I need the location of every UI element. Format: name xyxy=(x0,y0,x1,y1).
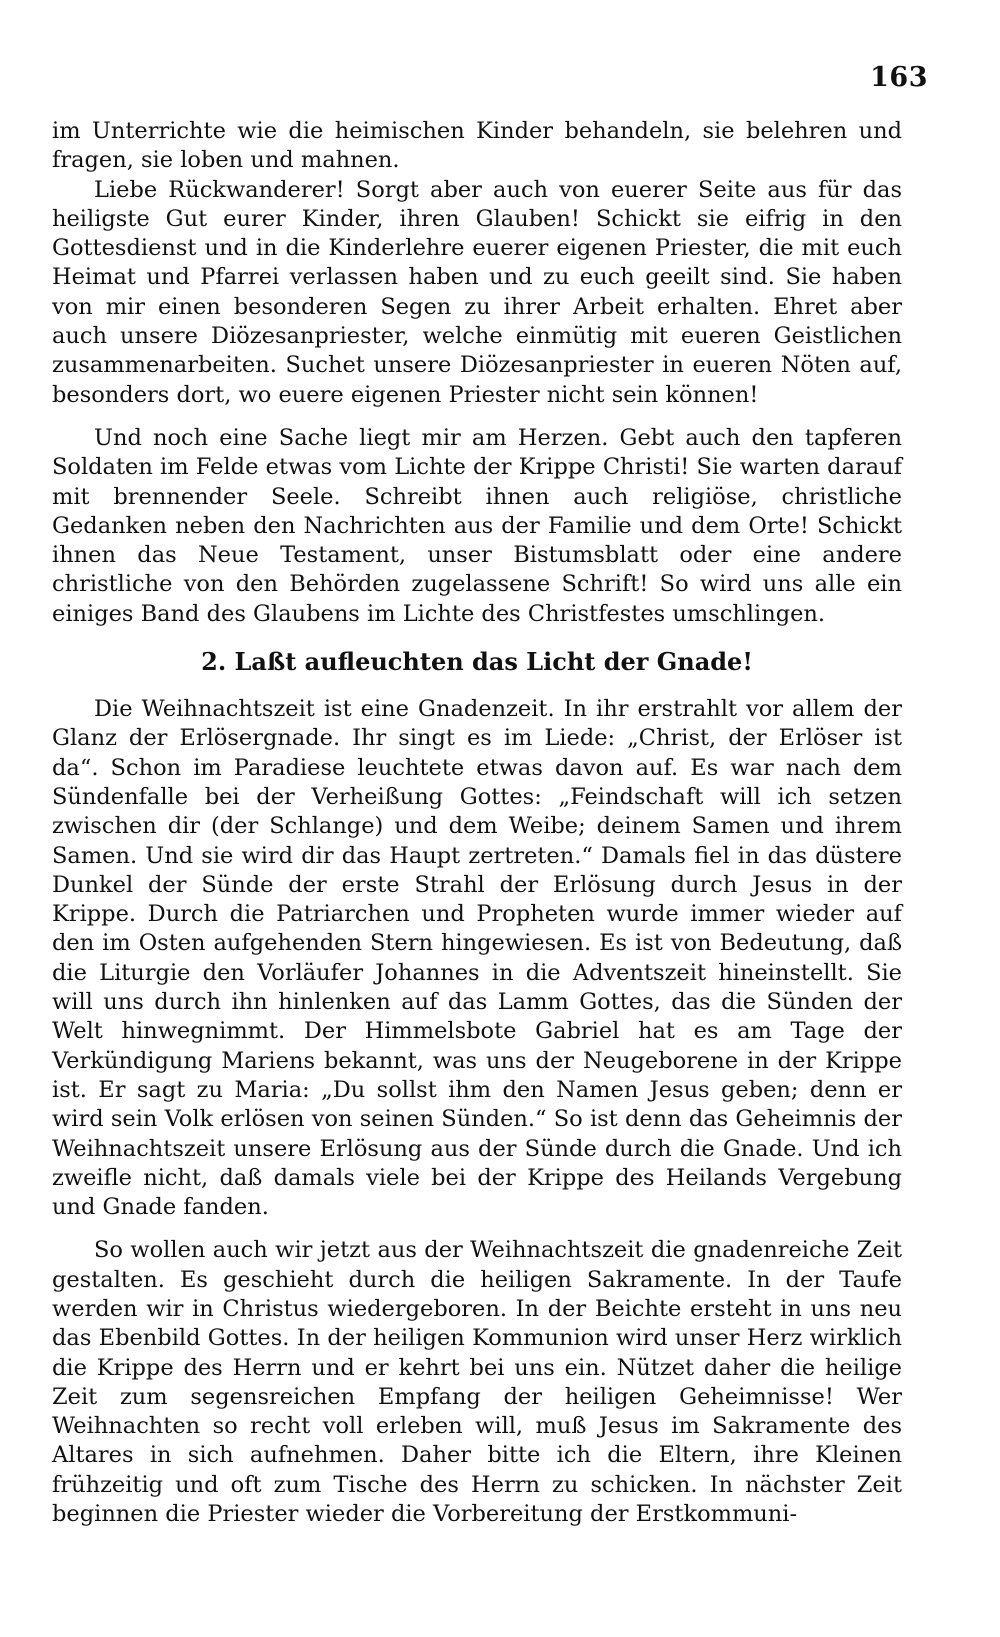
paragraph-rueckwanderer: Liebe Rückwanderer! Sorgt aber auch von euerer Seite aus für das heiligste Gut eurer Kinder, ihren Glauben! Schickt sie eifrig in den Gottesdienst und in die Kinderlehre euerer eigenen Priester, die mit euch Heimat und Pfarrei verlassen haben und zu euch geeilt sind. Sie haben von mir einen besonderen Segen zu ihrer Arbeit erhalten. Ehret aber auch unsere Diözesanpriester, welche einmütig mit eueren Geistlichen zusammenarbeiten. Suchet unsere Diözesanpriester in eueren Nöten auf, besonders dort, wo euere eigenen Priester nicht sein können! xyxy=(52,176,902,408)
paragraph-soldaten: Und noch eine Sache liegt mir am Herzen. Gebt auch den tapferen Soldaten im Felde etwas vom Lichte der Krippe Christi! Sie warten darauf mit brennender Seele. Schreibt ihnen auch religiöse, christliche Gedanken neben den Nachrichten aus der Familie und dem Orte! Schickt ihnen das Neue Testament, unser Bistumsblatt oder eine andere christliche von den Behörden zugelassene Schrift! So wird uns alle ein einiges Band des Glaubens im Lichte des Christfestes umschlingen. xyxy=(52,424,902,627)
page-number: 163 xyxy=(870,62,928,93)
section-2 xyxy=(52,695,902,1529)
section-1 xyxy=(52,117,902,629)
paragraph-sakramente: So wollen auch wir jetzt aus der Weihnachtszeit die gnadenreiche Zeit gestalten. Es geschieht durch die heiligen Sakramente. In der Taufe werden wir in Christus wiedergeboren. In der Beichte ersteht in uns neu das Ebenbild Gottes. In der heiligen Kommunion wird unser Herz wirklich die Krippe des Herrn und er kehrt bei uns ein. Nützet daher die heilige Zeit zum segensreichen Empfang der heiligen Geheimnisse! Wer Weihnachten so recht voll erleben will, muß Jesus im Sakramente des Altares in sich aufnehmen. Daher bitte ich die Eltern, ihre Kleinen frühzeitig und oft zum Tische des Herrn zu schicken. In nächster Zeit beginnen die Priester wieder die Vorbereitung der Erstkommuni- xyxy=(52,1237,902,1528)
paragraph-gap xyxy=(52,1222,902,1236)
section-heading: 2. Laßt aufleuchten das Licht der Gnade! xyxy=(201,647,753,677)
page-body xyxy=(52,117,902,1529)
paragraph-gap xyxy=(52,410,902,424)
paragraph-continuation: im Unterrichte wie die heimischen Kinder behandeln, sie belehren und fragen, sie loben und mahnen. xyxy=(52,118,902,174)
paragraph-gnadenzeit: Die Weihnachtszeit ist eine Gnadenzeit. In ihr erstrahlt vor allem der Glanz der Erlösergnade. Ihr singt es im Liede: „Christ, der Erlöser ist da“. Schon im Paradiese leuchtete etwas davon auf. Es war nach dem Sündenfalle bei der Verheißung Gottes: „Feindschaft will ich setzen zwischen dir (der Schlange) und dem Weibe; deinem Samen und ihrem Samen. Und sie wird dir das Haupt zertreten.“ Damals fiel in das düstere Dunkel der Sünde der erste Strahl der Erlösung durch Jesus in der Krippe. Durch die Patriarchen und Propheten wurde immer wieder auf den im Osten aufgehenden Stern hingewiesen. Es ist von Bedeutung, daß die Liturgie den Vorläufer Johannes in die Adventszeit hineinstellt. Sie will uns durch ihn hinlenken auf das Lamm Gottes, das die Sünden der Welt hinwegnimmt. Der Himmelsbote Gabriel hat es am Tage der Verkündigung Mariens bekannt, was uns der Neugeborene in der Krippe ist. Er sagt zu Maria: „Du sollst ihm den Namen Jesus geben; denn er wird sein Volk erlösen von seinen Sünden.“ So ist denn das Geheimnis der Weihnachtszeit unsere Erlösung aus der Sünde durch die Gnade. Und ich zweifle nicht, daß damals viele bei der Krippe des Heilands Vergebung und Gnade fanden. xyxy=(52,696,902,1221)
